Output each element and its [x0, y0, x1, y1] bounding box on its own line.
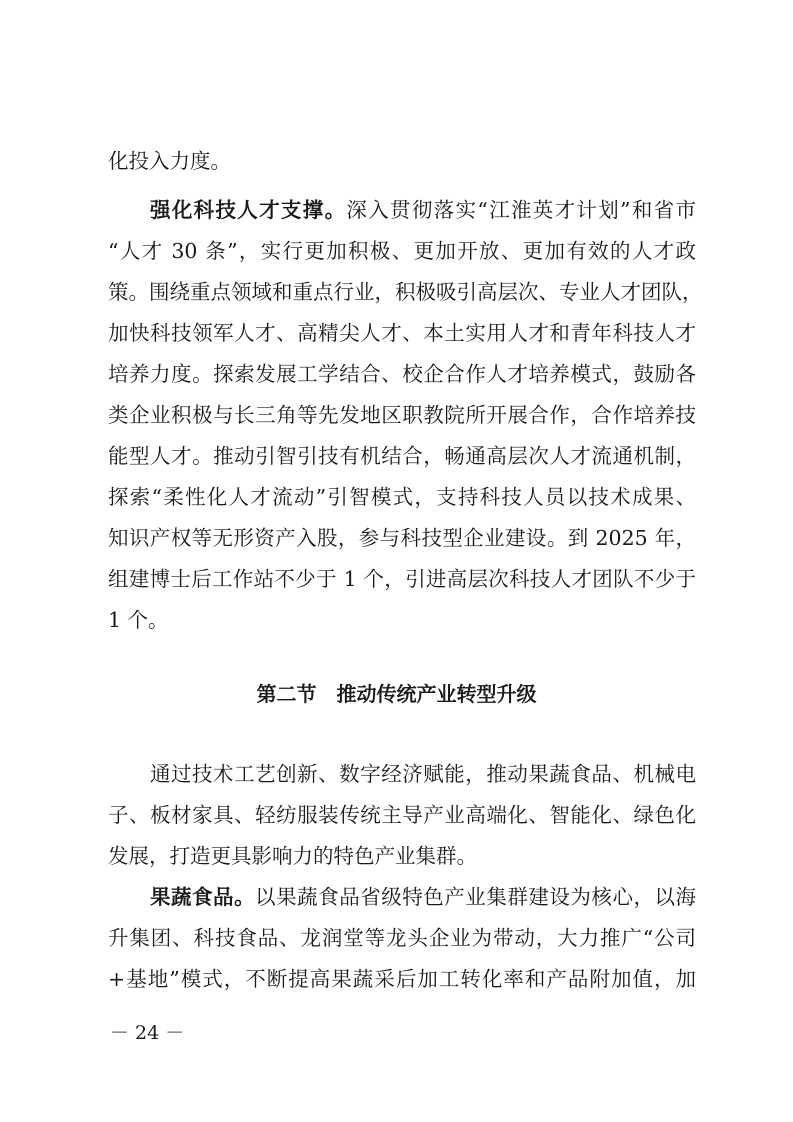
paragraph-text: 深入贯彻落实“江淮英才计划”和省市 [346, 198, 697, 222]
page-number: － 24 － [110, 1022, 185, 1044]
paragraph-line: 升集团、科技食品、龙润堂等龙头企业为带动，大力推广“公司 [108, 926, 696, 950]
paragraph-first-line [150, 882, 696, 912]
bold-lead: 强化科技人才支撑。 [150, 198, 347, 222]
paragraph-first-line [150, 195, 696, 225]
paragraph-line: 加快科技领军人才、高精尖人才、本土实用人才和青年科技人才 [108, 321, 696, 345]
paragraph-line: 化投入力度。 [108, 149, 231, 173]
paragraph-line: 发展，打造更具影响力的特色产业集群。 [108, 844, 477, 868]
paragraph-line: 知识产权等无形资产入股，参与科技型企业建设。到 2025 年， [108, 526, 696, 550]
paragraph-line: 策。围绕重点领域和重点行业，积极吸引高层次、专业人才团队， [108, 280, 703, 304]
paragraph-line: 能型人才。推动引智引技有机结合，畅通高层次人才流通机制， [108, 444, 696, 468]
paragraph-line: 培养力度。探索发展工学结合、校企合作人才培养模式，鼓励各 [108, 362, 696, 386]
paragraph-line: +基地”模式，不断提高果蔬采后加工转化率和产品附加值，加 [108, 967, 696, 991]
paragraph-text: 以果蔬食品省级特色产业集群建设为核心，以海 [255, 885, 697, 909]
paragraph-line: 探索“柔性化人才流动”引智模式，支持科技人员以技术成果、 [108, 485, 696, 509]
paragraph-line: 组建博士后工作站不少于 1 个，引进高层次科技人才团队不少于 [108, 567, 696, 591]
section-heading: 第二节 推动传统产业转型升级 [256, 682, 537, 706]
paragraph-line: “人才 30 条”，实行更加积极、更加开放、更加有效的人才政 [108, 239, 696, 263]
paragraph-line: 类企业积极与长三角等先发地区职教院所开展合作，合作培养技 [108, 403, 696, 427]
paragraph-line: 子、板材家具、轻纺服装传统主导产业高端化、智能化、绿色化 [108, 803, 696, 827]
bold-lead: 果蔬食品。 [150, 885, 256, 909]
paragraph-line: 1 个。 [108, 608, 169, 632]
paragraph-first-line: 通过技术工艺创新、数字经济赋能，推动果蔬食品、机械电 [150, 762, 696, 786]
